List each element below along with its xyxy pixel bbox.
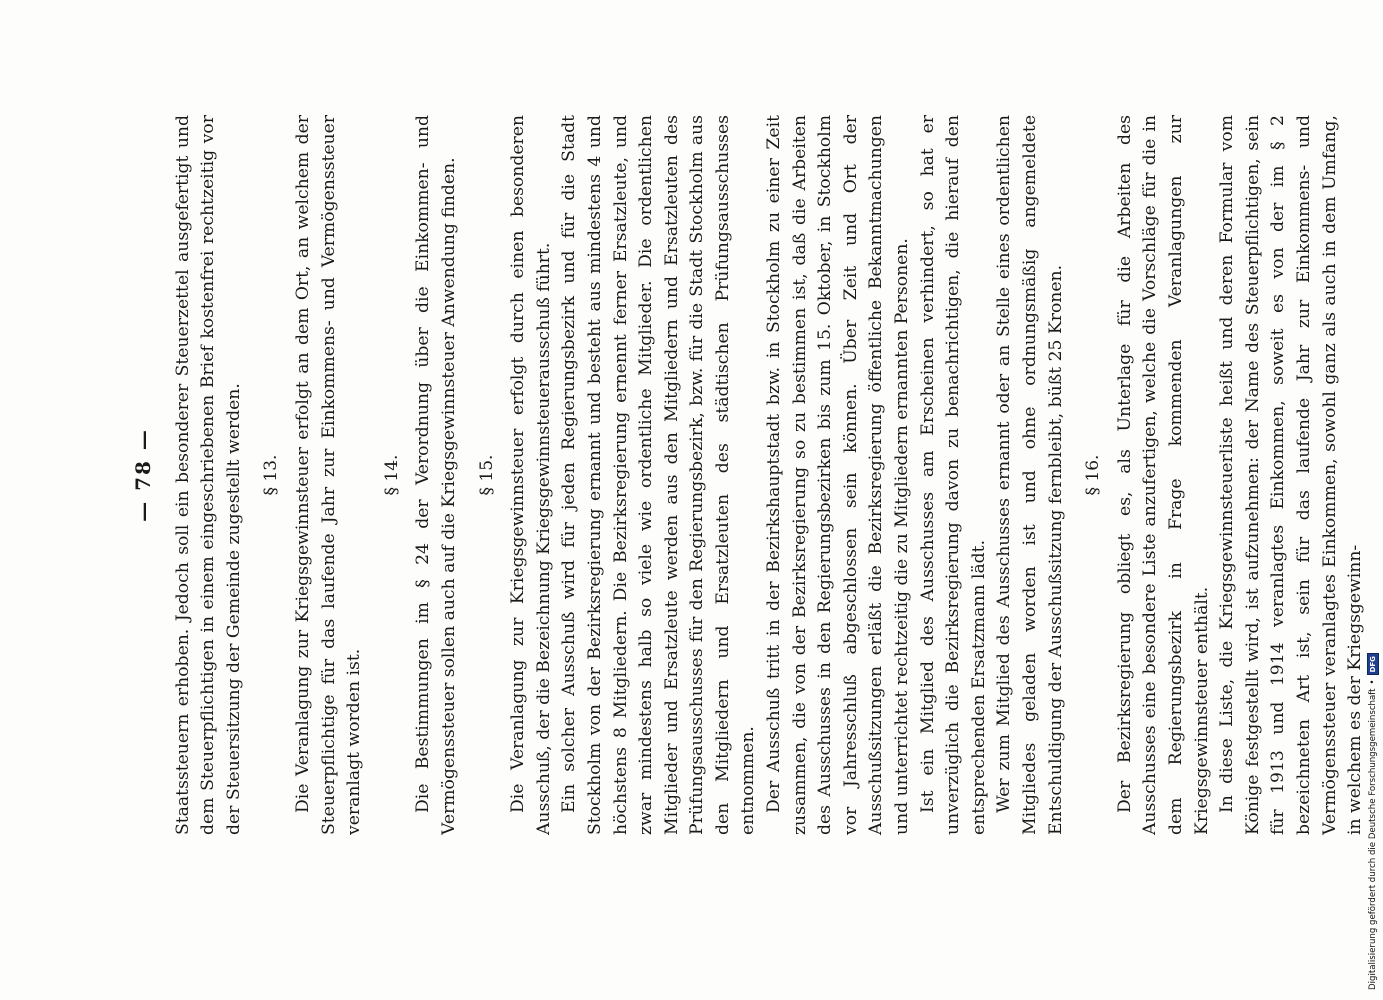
section-heading-16: § 16. <box>1083 454 1104 496</box>
digitization-credit <box>1367 653 1379 990</box>
credit-separator: • <box>1368 679 1378 685</box>
paragraph-continued: Staatssteuern erhoben. Jedoch soll ein besonderer Steuerzettel ausgefertigt und dem Steuerpflichtigen in einem eingeschriebenen Brief kostenfrei rechtzeitig vor der Steuersitzung der Gemeinde zugestellt werden. <box>172 115 244 835</box>
paragraph-15-3: Der Ausschuß tritt in der Bezirkshauptstadt bzw. in Stockholm zu einer Zeit zusammen, die von der Bezirksregierung so zu bestimmen ist, daß die Arbeiten des Ausschusses in den Regierungsbezirken bis zum 15. Oktober, in Stockholm vor Jahresschluß abgeschlossen sein können. Über Zeit und Ort der Ausschußsitzungen erläßt die Bezirksregierung öffentliche Bekanntmachungen und unterrichtet rechtzeitig die zu Mitgliedern ernannten Personen. <box>764 115 913 835</box>
section-heading-14: § 14. <box>381 454 402 496</box>
paragraph-15-2: Ein solcher Ausschuß wird für jeden Regierungsbezirk und für die Stadt Stockholm von der Bezirksregierung ernannt und besteht aus mindestens 4 und höchstens 8 Mitgliedern. Die Bezirksregierung ernennt ferner Ersatzleute, und zwar mindestens halb so viele wie ordentliche Mitglieder. Die ordentlichen Mitglieder und Ersatzleute werden aus den Mitgliedern und Ersatzleuten des Prüfungsausschusses für den Regierungsbezirk, bzw. für die Stadt Stockholm aus den Mitgliedern und Ersatzleuten des städtischen Prüfungsausschusses entnommen. <box>559 115 759 835</box>
page-body <box>171 115 1369 835</box>
paragraph-14: Die Bestimmungen im § 24 der Verordnung über die Einkommen- und Vermögenssteuer sollen auch auf die Kriegsgewinnsteuer Anwendung finden. <box>413 115 459 835</box>
paragraph-16-2: In diese Liste, die Kriegsgewinnsteuerliste heißt und deren Formular vom Könige festgestellt wird, ist aufzunehmen: der Name des Steuerpflichtigen, sein für 1913 und 1914 veranlagtes Einkommen, soweit es von der im § 2 bezeichneten Art ist, sein für das laufende Jahr zur Einkommens- und Vermögenssteuer veranlagtes Einkommen, sowohl ganz als auch in dem Umfang, in welchem es der Kriegsgewinn- <box>1217 115 1366 835</box>
paragraph-15-4: Ist ein Mitglied des Ausschusses am Erscheinen verhindert, so hat er unverzüglich die Bezirksregierung davon zu benachrichtigen, die hierauf den entsprechenden Ersatzmann lädt. <box>917 115 989 835</box>
section-heading-15: § 15. <box>476 454 497 496</box>
credit-text: Digitalisierung gefördert durch die Deutsche Forschungsgemeinschaft <box>1368 688 1378 990</box>
paragraph-16-1: Der Bezirksregierung obliegt es, als Unterlage für die Arbeiten des Ausschusses eine besondere Liste anzufertigen, welche die Vorschläge für die in dem Regierungsbezirk in Frage kommenden Veranlagungen zur Kriegsgewinnsteuer enthält. <box>1114 115 1212 835</box>
paragraph-15-1: Die Veranlagung zur Kriegsgewinnsteuer erfolgt durch einen besonderen Ausschuß, der die Bezeichnung Kriegsgewinnsteuerausschuß führt. <box>508 115 554 835</box>
page-number: — 78 — <box>131 428 155 522</box>
dfg-logo-icon: DFG <box>1367 653 1379 675</box>
paragraph-15-5: Wer zum Mitglied des Ausschusses ernannt oder an Stelle eines ordentlichen Mitgliedes geladen worden ist und ohne ordnungsmäßig angemeldete Entschuldigung der Ausschußsitzung fernbleibt, büßt 25 Kronen. <box>994 115 1066 835</box>
document-page <box>131 115 1366 835</box>
section-heading-13: § 13. <box>261 454 282 496</box>
paragraph-13: Die Veranlagung zur Kriegsgewinnsteuer erfolgt an dem Ort, an welchem der Steuerpflichtige für das laufende Jahr zur Einkommens- und Vermögenssteuer veranlagt worden ist. <box>292 115 365 835</box>
